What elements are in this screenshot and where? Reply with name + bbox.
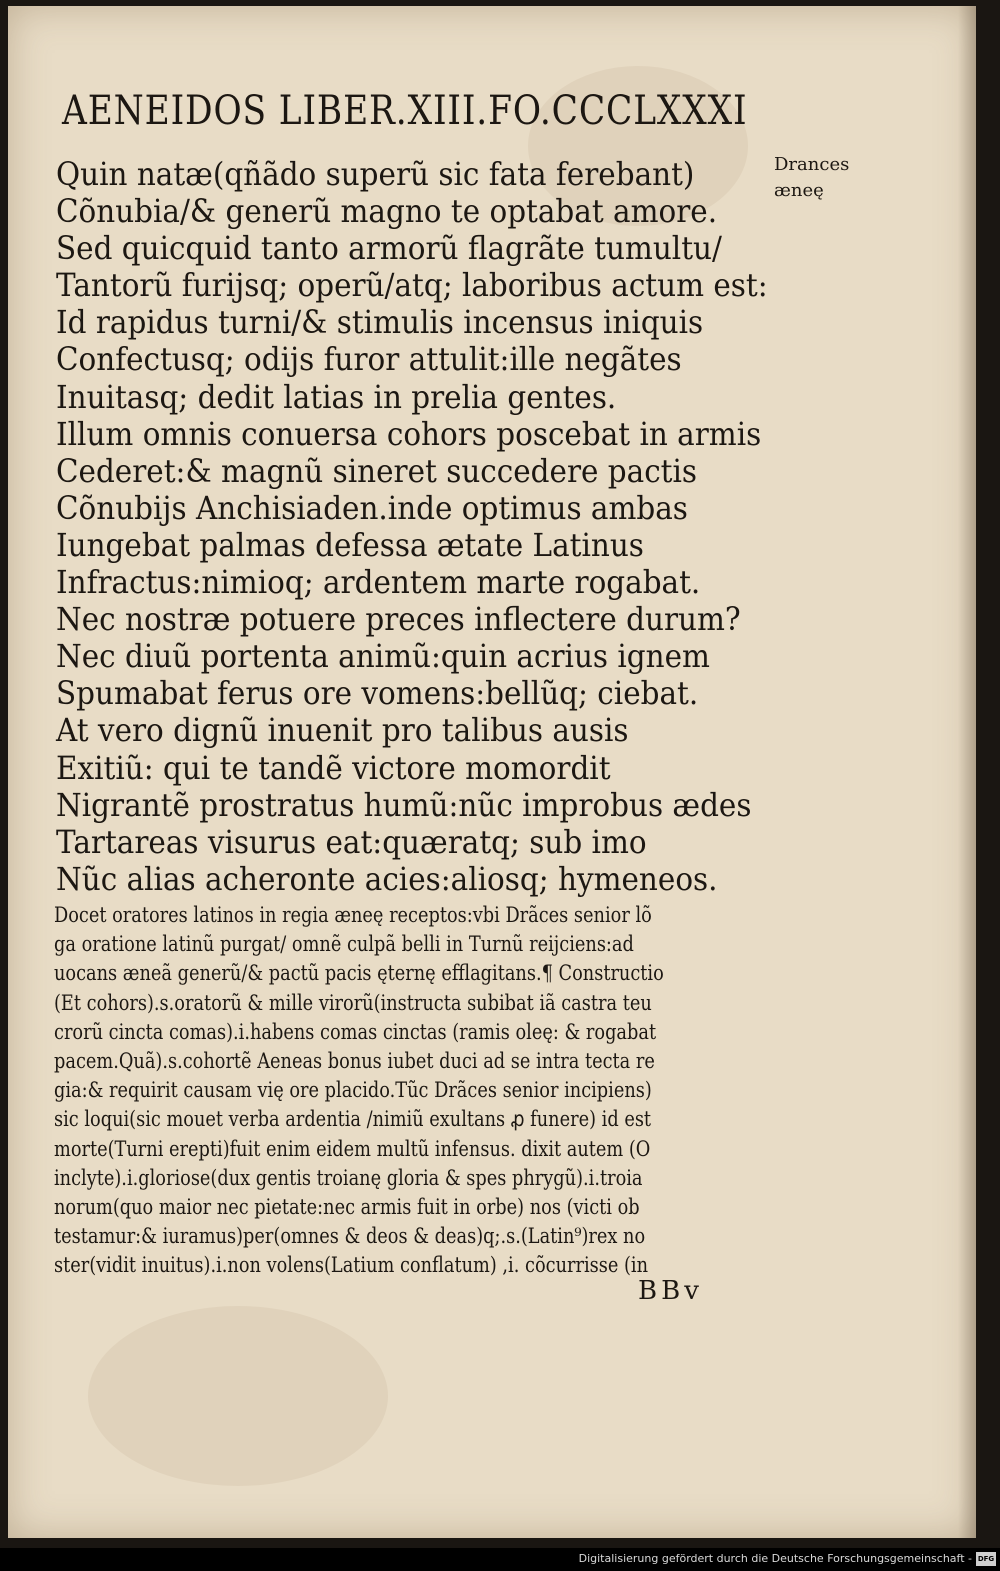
- verse-line: Nec diuũ portenta animũ:quin acrius ignem: [56, 637, 710, 676]
- verse-line: Infractus:nimioq; ardentem marte rogabat.: [56, 563, 701, 602]
- verse-line: Sed quicquid tanto armorũ flagrãte tumultu/: [56, 229, 722, 268]
- verse-line: Cederet:& magnũ sineret succedere pactis: [56, 451, 698, 490]
- verse-line: Nec nostræ potuere preces inflectere durum?: [56, 600, 741, 639]
- verse-line: Cõnubia/& generũ magno te optabat amore.: [56, 192, 718, 231]
- verse-line: Exitiũ: qui te tandẽ victore momordit: [56, 748, 611, 787]
- commentary-line: pacem.Quã).s.cohortẽ Aeneas bonus iubet duci ad se intra tecta re: [54, 1048, 655, 1073]
- verse-line: Cõnubijs Anchisiaden.inde optimus ambas: [56, 488, 688, 527]
- running-header: AENEIDOS LIBER.XIII.FO.CCCLXXXI: [62, 88, 748, 134]
- book-page: [8, 6, 976, 1538]
- verse-block: [56, 156, 836, 898]
- verse-line: Iungebat palmas defessa ætate Latinus: [56, 525, 644, 564]
- verse-line: Quin natæ(qñãdo superũ sic fata ferebant): [56, 155, 695, 193]
- verse-line: Illum omnis conuersa cohors poscebat in armis: [56, 414, 762, 453]
- commentary-line: norum(quo maior nec pietate:nec armis fuit in orbe) nos (victi ob: [54, 1194, 640, 1219]
- verse-line: At vero dignũ inuenit pro talibus ausis: [56, 711, 629, 750]
- commentary-line: crorũ cincta comas).i.habens comas cinctas (ramis oleę: & rogabat: [54, 1019, 657, 1044]
- commentary-line: (Et cohors).s.oratorũ & mille virorũ(instructa subibat iã castra teu: [54, 990, 652, 1015]
- commentary-block: [54, 901, 844, 1280]
- footer-bar: [0, 1548, 1000, 1571]
- commentary-line: uocans æneã generũ/& pactũ pacis ęternę efflagitans.¶ Constructio: [54, 961, 664, 986]
- margin-note-line: æneę: [774, 180, 824, 201]
- commentary-line: morte(Turni erepti)fuit enim eidem multũ infensus. dixit autem (O: [54, 1136, 651, 1161]
- commentary-line: gia:& requirit causam vię ore placido.Tũc Drãces senior incipiens): [54, 1078, 652, 1103]
- commentary-line: testamur:& iuramus)per(omnes & deos & deas)q;.s.(Latin⁹)rex no: [54, 1224, 646, 1249]
- commentary-line: Docet oratores latinos in regia æneę receptos:vbi Drãces senior lõ: [54, 903, 652, 927]
- paper-stain: [88, 1306, 388, 1486]
- verse-line: Tantorũ furijsq; operũ/atq; laboribus actum est:: [56, 266, 768, 305]
- dfg-logo-icon: DFG: [976, 1552, 996, 1566]
- commentary-line: ga oratione latinũ purgat/ omnẽ culpã belli in Turnũ reijciens:ad: [54, 932, 634, 957]
- signature-mark: BBv: [638, 1276, 703, 1306]
- margin-note-line: Drances: [774, 154, 850, 175]
- verse-line: Inuitasq; dedit latias in prelia gentes.: [56, 377, 617, 416]
- verse-line: Nũc alias acheronte acies:aliosq; hymeneos.: [56, 859, 718, 898]
- verse-line: Id rapidus turni/& stimulis incensus iniquis: [56, 303, 704, 342]
- commentary-line: inclyte).i.gloriose(dux gentis troianę gloria & spes phrygũ).i.troia: [54, 1165, 643, 1190]
- footer-credit: Digitalisierung gefördert durch die Deutsche Forschungsgemeinschaft -: [578, 1552, 972, 1565]
- commentary-line: sic loqui(sic mouet verba ardentia /nimiũ exultans ꝓ funere) id est: [54, 1107, 652, 1132]
- verse-line: Tartareas visurus eat:quæratq; sub imo: [56, 822, 647, 861]
- verse-line: Confectusq; odijs furor attulit:ille negãtes: [56, 340, 682, 379]
- verse-line: Spumabat ferus ore vomens:bellũq; ciebat.: [56, 674, 699, 713]
- verse-line: Nigrantẽ prostratus humũ:nũc improbus ædes: [56, 785, 752, 824]
- commentary-line: ster(vidit inuitus).i.non volens(Latium conflatum) ,i. cõcurrisse (in: [54, 1253, 649, 1278]
